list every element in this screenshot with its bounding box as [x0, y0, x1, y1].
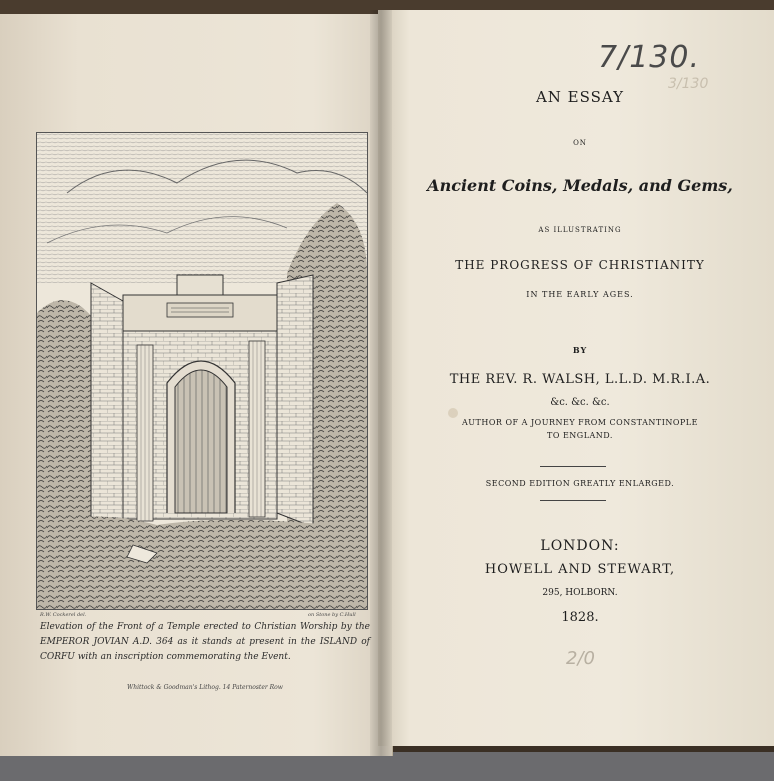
- engraving-credit-left: R.W. Cockerel del.: [40, 612, 87, 618]
- edition-note: SECOND EDITION GREATLY ENLARGED.: [485, 479, 675, 488]
- by-line: BY: [572, 345, 588, 355]
- author-name: THE REV. R. WALSH, L.L.D. M.R.I.A.: [449, 372, 711, 387]
- main-title: Ancient Coins, Medals, and Gems,: [427, 176, 733, 195]
- divider-rule-top: [540, 466, 606, 467]
- handwritten-shelfmark: 7/130.: [598, 40, 700, 75]
- engraving-caption: Elevation of the Front of a Temple erected to Christian Worship by the EMPEROR JOVIAN A.D. 364 as it stands at present in the ISLAND of CORFU with an inscription commemorating the Event.: [40, 622, 370, 662]
- author-credit-line-2: TO ENGLAND.: [547, 431, 613, 440]
- title-on: ON: [573, 139, 587, 147]
- title-an-essay: AN ESSAY: [535, 88, 625, 106]
- imprint-city: LONDON:: [540, 538, 620, 554]
- imprint-address: 295, HOLBORN.: [542, 588, 618, 598]
- paper-stain: [448, 408, 458, 418]
- temple-engraving-illustration: [37, 133, 367, 609]
- title-as-illustrating: AS ILLUSTRATING: [538, 226, 622, 234]
- faint-pencil-shelfmark: 3/130: [668, 76, 709, 92]
- book-gutter: [370, 10, 392, 756]
- engraving-plate: [36, 132, 368, 610]
- title-early-ages: IN THE EARLY AGES.: [526, 290, 634, 299]
- author-credit-line-1: AUTHOR OF A JOURNEY FROM CONSTANTINOPLE: [462, 418, 698, 427]
- imprint-year: 1828.: [561, 610, 599, 625]
- lithographer-line: Whittock & Goodman's Lithog. 14 Paternoster Row: [127, 684, 283, 691]
- imprint-publisher: HOWELL AND STEWART,: [484, 562, 676, 577]
- author-etc: &c. &c. &c.: [550, 397, 610, 408]
- book-cover-bottom-edge: [0, 752, 774, 781]
- engraving-credit-right: on Stone by C.Hull: [308, 612, 356, 618]
- title-progress: THE PROGRESS OF CHRISTIANITY: [455, 258, 705, 272]
- pencil-note: 2/0: [566, 648, 595, 669]
- divider-rule-bottom: [540, 500, 606, 501]
